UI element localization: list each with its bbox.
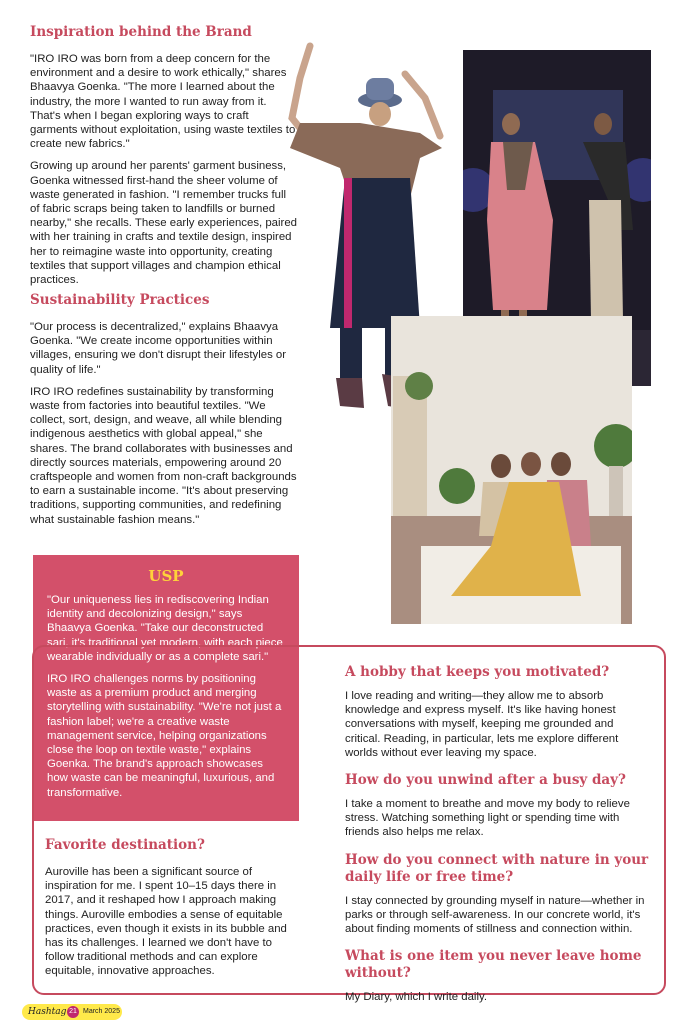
- inspiration-paragraph-2: Growing up around her parents' garment business, Goenka witnessed first-hand the sheer volume of waste generated in fashion. "I remember trucks full of fabric scraps being taken to landfills or burned nearby," she recalls. These early experiences, paired with her training in crafts and textile design, inspired her to reimagine waste into opportunity, creating textiles that support villages and champion ethical practices.: [30, 160, 298, 287]
- qa-answer: I love reading and writing—they allow me to absorb knowledge and express myself. It's like having honest conversations with myself, keeping me grounded and critical. Reading, in particular, lets me explore different worlds without ever leaving my space.: [345, 690, 619, 759]
- footer-date: March 2025: [83, 1008, 120, 1015]
- sustainability-section: [30, 292, 298, 535]
- inspiration-section: [30, 24, 298, 295]
- sustainability-paragraph-2: IRO IRO redefines sustainability by transforming waste from factories into beautiful textiles. "We collect, sort, design, and weave, all while blending indigenous aesthetics with global appeal," she shares. The brand collaborates with businesses and directly sources materials, empowering around 20 craftspeople and women from non-craft backgrounds to earn a sustainable income. "It's about preserving traditions, supporting communities, and redefining what sustainable fashion means.": [30, 385, 297, 526]
- usp-heading: USP: [148, 567, 184, 585]
- qa-answer: I take a moment to breathe and move my body to relieve stress. Watching something light or spending time with friends also helps me relax.: [345, 798, 630, 839]
- footer-brand: Hashtag: [28, 1007, 67, 1017]
- sustainability-paragraph-1: "Our process is decentralized," explains Bhaavya Goenka. "We create income opportunities within villages, ensuring we don't disrupt their lifestyles or quality of life.": [30, 321, 287, 376]
- qa-section: [345, 664, 650, 1016]
- sustainability-heading: Sustainability Practices: [30, 292, 210, 308]
- qa-question: What is one item you never leave home without?: [345, 948, 642, 982]
- favorite-paragraph: Auroville has been a significant source of inspiration for me. I spent 10–15 days there in 2017, and it reshaped how I approach making things. Auroville embodies a sense of equitable practices, even though it exists in its bubble and has its challenges. I learned we don't have to follow traditional methods and can explore equitable, innovative approaches.: [45, 866, 287, 978]
- usp-paragraph-1: "Our uniqueness lies in rediscovering Indian identity and decolonizing design," says Bhaavya Goenka. "Take our deconstructed sari, it's traditional yet modern, with each piece wearable individually or as a complete sari.": [47, 594, 283, 663]
- favorite-destination-section: [45, 837, 291, 979]
- qa-question: A hobby that keeps you motivated?: [345, 664, 610, 680]
- favorite-heading: Favorite destination?: [45, 837, 205, 853]
- qa-question: How do you unwind after a busy day?: [345, 772, 626, 789]
- qa-question: How do you connect with nature in your daily life or free time?: [345, 851, 649, 885]
- qa-answer: I stay connected by grounding myself in nature—whether in parks or through self-awareness. In our concrete world, it's about finding moments of stillness and connection within.: [345, 894, 645, 936]
- inspiration-heading: Inspiration behind the Brand: [30, 24, 252, 40]
- qa-answer: My Diary, which I write daily.: [345, 991, 487, 1004]
- usp-paragraph-2: IRO IRO challenges norms by positioning waste as a premium product and merging storytelling with sustainability. "We're not just a fashion label; we're a creative waste management service, helping organizations close the loop on textile waste," explains Goenka. The brand's approach showcases how waste can be meaningful, luxurious, and transformative.: [47, 673, 282, 799]
- footer-badge: [22, 1004, 122, 1020]
- inspiration-paragraph-1: "IRO IRO was born from a deep concern for the environment and a desire to work ethically," shares Bhaavya Goenka. "The more I learned about the industry, the more I wanted to run away from it. That's when I began exploring ways to craft garments without exploitation, using waste textiles to create new fabrics.": [30, 53, 296, 151]
- group-photo: [391, 316, 632, 624]
- footer-page-number: 21: [67, 1006, 79, 1018]
